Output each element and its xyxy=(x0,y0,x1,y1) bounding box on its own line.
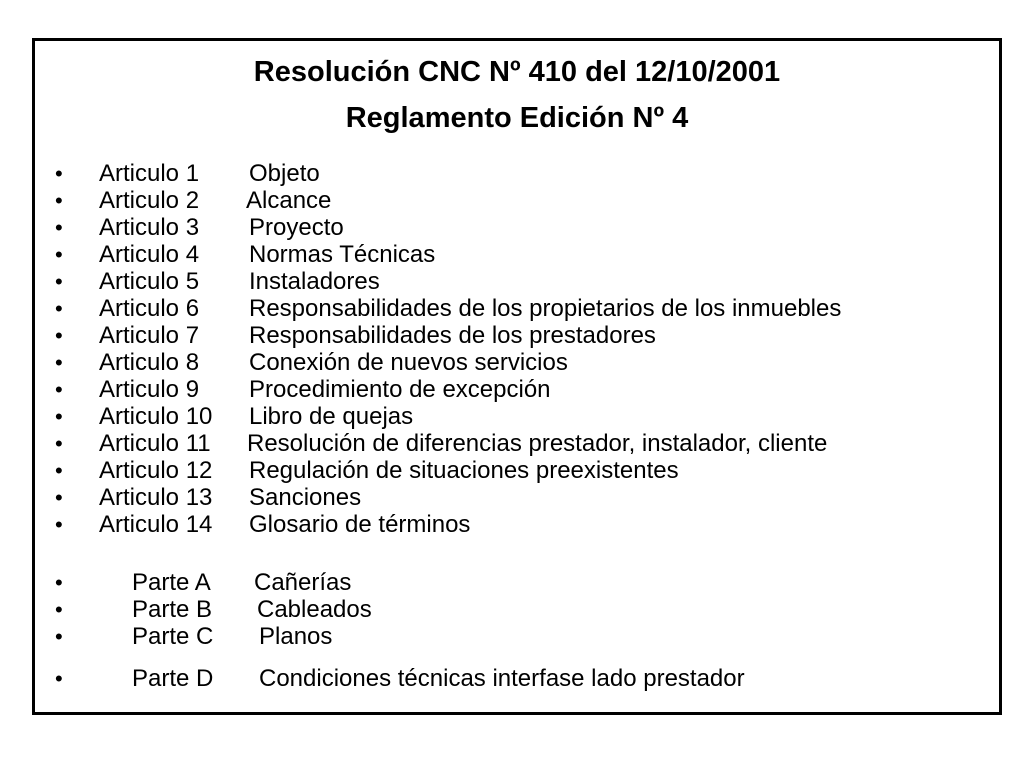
bullet-icon: • xyxy=(55,242,63,267)
bullet-icon: • xyxy=(55,597,63,622)
part-title: Cableados xyxy=(257,596,372,623)
article-title: Objeto xyxy=(249,160,320,187)
bullet-icon: • xyxy=(55,323,63,348)
bullet-icon: • xyxy=(55,161,63,186)
article-label: Articulo 12 xyxy=(99,457,213,484)
article-title: Resolución de diferencias prestador, instalador, cliente xyxy=(247,430,828,457)
part-title: Condiciones técnicas interfase lado prestador xyxy=(259,665,745,692)
bullet-icon: • xyxy=(55,350,63,375)
article-label: Articulo 14 xyxy=(99,511,213,538)
article-label: Articulo 3 xyxy=(99,214,200,241)
slide-frame xyxy=(32,38,1002,715)
article-title: Libro de quejas xyxy=(249,403,414,430)
bullet-icon: • xyxy=(55,215,63,240)
part-label: Parte C xyxy=(132,623,214,650)
bullet-icon: • xyxy=(55,485,63,510)
bullet-icon: • xyxy=(55,570,63,595)
part-title: Planos xyxy=(259,623,333,650)
article-title: Instaladores xyxy=(249,268,380,295)
article-label: Articulo 13 xyxy=(99,484,213,511)
bullet-icon: • xyxy=(55,377,63,402)
article-title: Normas Técnicas xyxy=(249,241,436,268)
bullet-icon: • xyxy=(55,296,63,321)
part-label: Parte D xyxy=(132,665,214,692)
article-label: Articulo 11 xyxy=(99,430,211,457)
bullet-icon: • xyxy=(55,458,63,483)
article-label: Articulo 10 xyxy=(99,403,213,430)
article-label: Articulo 7 xyxy=(99,322,200,349)
article-label: Articulo 4 xyxy=(99,241,200,268)
bullet-icon: • xyxy=(55,512,63,537)
article-title: Procedimiento de excepción xyxy=(249,376,551,403)
bullet-icon: • xyxy=(55,404,63,429)
article-label: Articulo 8 xyxy=(99,349,200,376)
part-title: Cañerías xyxy=(254,569,352,596)
article-label: Articulo 5 xyxy=(99,268,200,295)
article-title: Glosario de términos xyxy=(249,511,471,538)
bullet-icon: • xyxy=(55,269,63,294)
article-title: Alcance xyxy=(246,187,332,214)
article-title: Responsabilidades de los propietarios de los inmuebles xyxy=(249,295,842,322)
bullet-icon: • xyxy=(55,624,63,649)
article-title: Conexión de nuevos servicios xyxy=(249,349,568,376)
bullet-icon: • xyxy=(55,188,63,213)
bullet-icon: • xyxy=(55,666,63,691)
part-label: Parte B xyxy=(132,596,213,623)
article-title: Regulación de situaciones preexistentes xyxy=(249,457,679,484)
article-title: Sanciones xyxy=(249,484,362,511)
article-label: Articulo 1 xyxy=(99,160,200,187)
part-label: Parte A xyxy=(132,569,211,596)
bullet-icon: • xyxy=(55,431,63,456)
article-title: Responsabilidades de los prestadores xyxy=(249,322,656,349)
article-label: Articulo 6 xyxy=(99,295,200,322)
article-label: Articulo 9 xyxy=(99,376,200,403)
slide-title: Resolución CNC Nº 410 del 12/10/2001 xyxy=(253,56,781,88)
slide-subtitle: Reglamento Edición Nº 4 xyxy=(345,102,689,134)
article-label: Articulo 2 xyxy=(99,187,200,214)
article-title: Proyecto xyxy=(249,214,344,241)
